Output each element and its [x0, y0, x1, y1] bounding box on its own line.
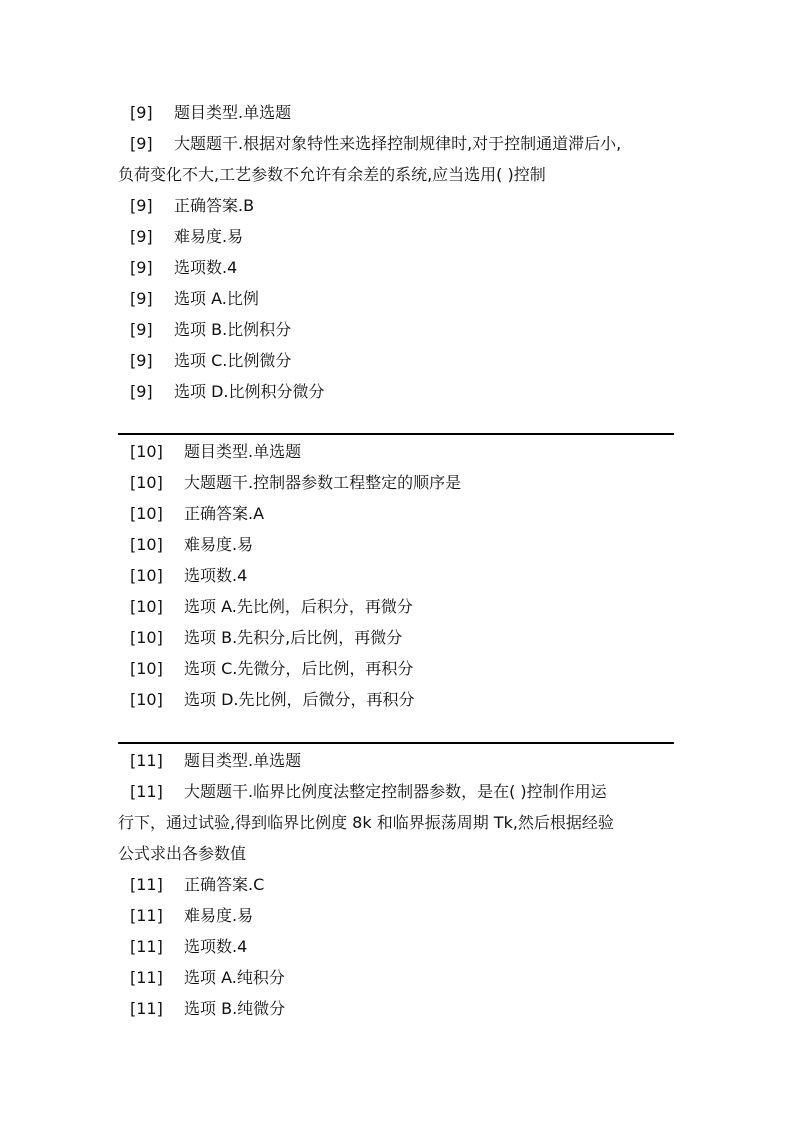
q10-answer-row: [118, 498, 674, 529]
q9-answer: 正确答案.B: [174, 196, 255, 215]
q9-number: [9]: [130, 134, 153, 153]
q9-number: [9]: [130, 382, 153, 401]
q11-option-b-row: [118, 993, 674, 1024]
q11-answer: 正确答案.C: [184, 875, 265, 894]
q11-type: 题目类型.单选题: [184, 751, 302, 770]
q9-option-c-row: [118, 345, 674, 376]
q10-option-count-row: [118, 560, 674, 591]
divider-q9-q10: [118, 433, 674, 435]
question-9: [118, 97, 674, 407]
q10-option-a: 选项 A.先比例，后积分，再微分: [184, 597, 413, 616]
q11-answer-row: [118, 869, 674, 900]
q9-type: 题目类型.单选题: [174, 103, 292, 122]
q10-number: [10]: [130, 690, 163, 709]
q10-difficulty-row: [118, 529, 674, 560]
q11-difficulty-row: [118, 900, 674, 931]
q11-option-count: 选项数.4: [184, 937, 248, 956]
q11-number: [11]: [130, 906, 163, 925]
q9-stem-continued: [118, 159, 674, 190]
q11-number: [11]: [130, 937, 163, 956]
q9-option-count-row: [118, 252, 674, 283]
q10-option-d: 选项 D.先比例，后微分，再积分: [184, 690, 415, 709]
q11-option-count-row: [118, 931, 674, 962]
q10-option-a-row: [118, 591, 674, 622]
q11-option-a: 选项 A.纯积分: [184, 968, 285, 987]
q10-option-b: 选项 B.先积分,后比例，再微分: [184, 628, 403, 647]
q11-stem-continued-2: [118, 838, 674, 869]
q11-stem-line3: 公式求出各参数值: [118, 844, 247, 863]
q10-stem: 大题题干.控制器参数工程整定的顺序是: [184, 473, 462, 492]
q10-number: [10]: [130, 504, 163, 523]
q9-difficulty: 难易度.易: [174, 227, 244, 246]
q11-number: [11]: [130, 751, 163, 770]
q9-type-row: [118, 97, 674, 128]
q10-option-c: 选项 C.先微分，后比例，再积分: [184, 659, 414, 678]
q9-stem-row: [118, 128, 674, 159]
q10-number: [10]: [130, 473, 163, 492]
q10-option-d-row: [118, 684, 674, 715]
q9-option-b-row: [118, 314, 674, 345]
q11-number: [11]: [130, 968, 163, 987]
q10-number: [10]: [130, 628, 163, 647]
q9-option-b: 选项 B.比例积分: [174, 320, 292, 339]
q10-number: [10]: [130, 659, 163, 678]
q11-type-row: [118, 745, 674, 776]
q9-option-a-row: [118, 283, 674, 314]
q9-option-d: 选项 D.比例积分微分: [174, 382, 325, 401]
q9-option-c: 选项 C.比例微分: [174, 351, 292, 370]
q11-stem-line1: 大题题干.临界比例度法整定控制器参数，是在( )控制作用运: [184, 782, 607, 801]
q9-stem-line2: 负荷变化不大,工艺参数不允许有余差的系统,应当选用( )控制: [118, 165, 546, 184]
q9-number: [9]: [130, 103, 153, 122]
q10-answer: 正确答案.A: [184, 504, 265, 523]
q10-number: [10]: [130, 442, 163, 461]
q9-option-a: 选项 A.比例: [174, 289, 259, 308]
q11-stem-line2: 行下，通过试验,得到临界比例度 8k 和临界振荡周期 Tk,然后根据经验: [118, 813, 614, 832]
q9-number: [9]: [130, 351, 153, 370]
q11-number: [11]: [130, 782, 163, 801]
q11-difficulty: 难易度.易: [184, 906, 254, 925]
q9-number: [9]: [130, 196, 153, 215]
q11-number: [11]: [130, 875, 163, 894]
q10-number: [10]: [130, 535, 163, 554]
q10-type: 题目类型.单选题: [184, 442, 302, 461]
q9-stem-line1: 大题题干.根据对象特性来选择控制规律时,对于控制通道滞后小,: [174, 134, 622, 153]
q10-stem-row: [118, 467, 674, 498]
q10-number: [10]: [130, 597, 163, 616]
q11-stem-row: [118, 776, 674, 807]
q11-option-a-row: [118, 962, 674, 993]
q11-stem-continued-1: [118, 807, 674, 838]
q10-number: [10]: [130, 566, 163, 585]
q9-answer-row: [118, 190, 674, 221]
q10-option-b-row: [118, 622, 674, 653]
question-11: [118, 745, 674, 1024]
q10-option-count: 选项数.4: [184, 566, 248, 585]
divider-q10-q11: [118, 742, 674, 744]
q9-difficulty-row: [118, 221, 674, 252]
q9-option-d-row: [118, 376, 674, 407]
q10-difficulty: 难易度.易: [184, 535, 254, 554]
q9-number: [9]: [130, 320, 153, 339]
q11-option-b: 选项 B.纯微分: [184, 999, 286, 1018]
q10-type-row: [118, 436, 674, 467]
q9-number: [9]: [130, 258, 153, 277]
q9-number: [9]: [130, 227, 153, 246]
q9-option-count: 选项数.4: [174, 258, 238, 277]
question-10: [118, 436, 674, 715]
q11-number: [11]: [130, 999, 163, 1018]
q9-number: [9]: [130, 289, 153, 308]
q10-option-c-row: [118, 653, 674, 684]
